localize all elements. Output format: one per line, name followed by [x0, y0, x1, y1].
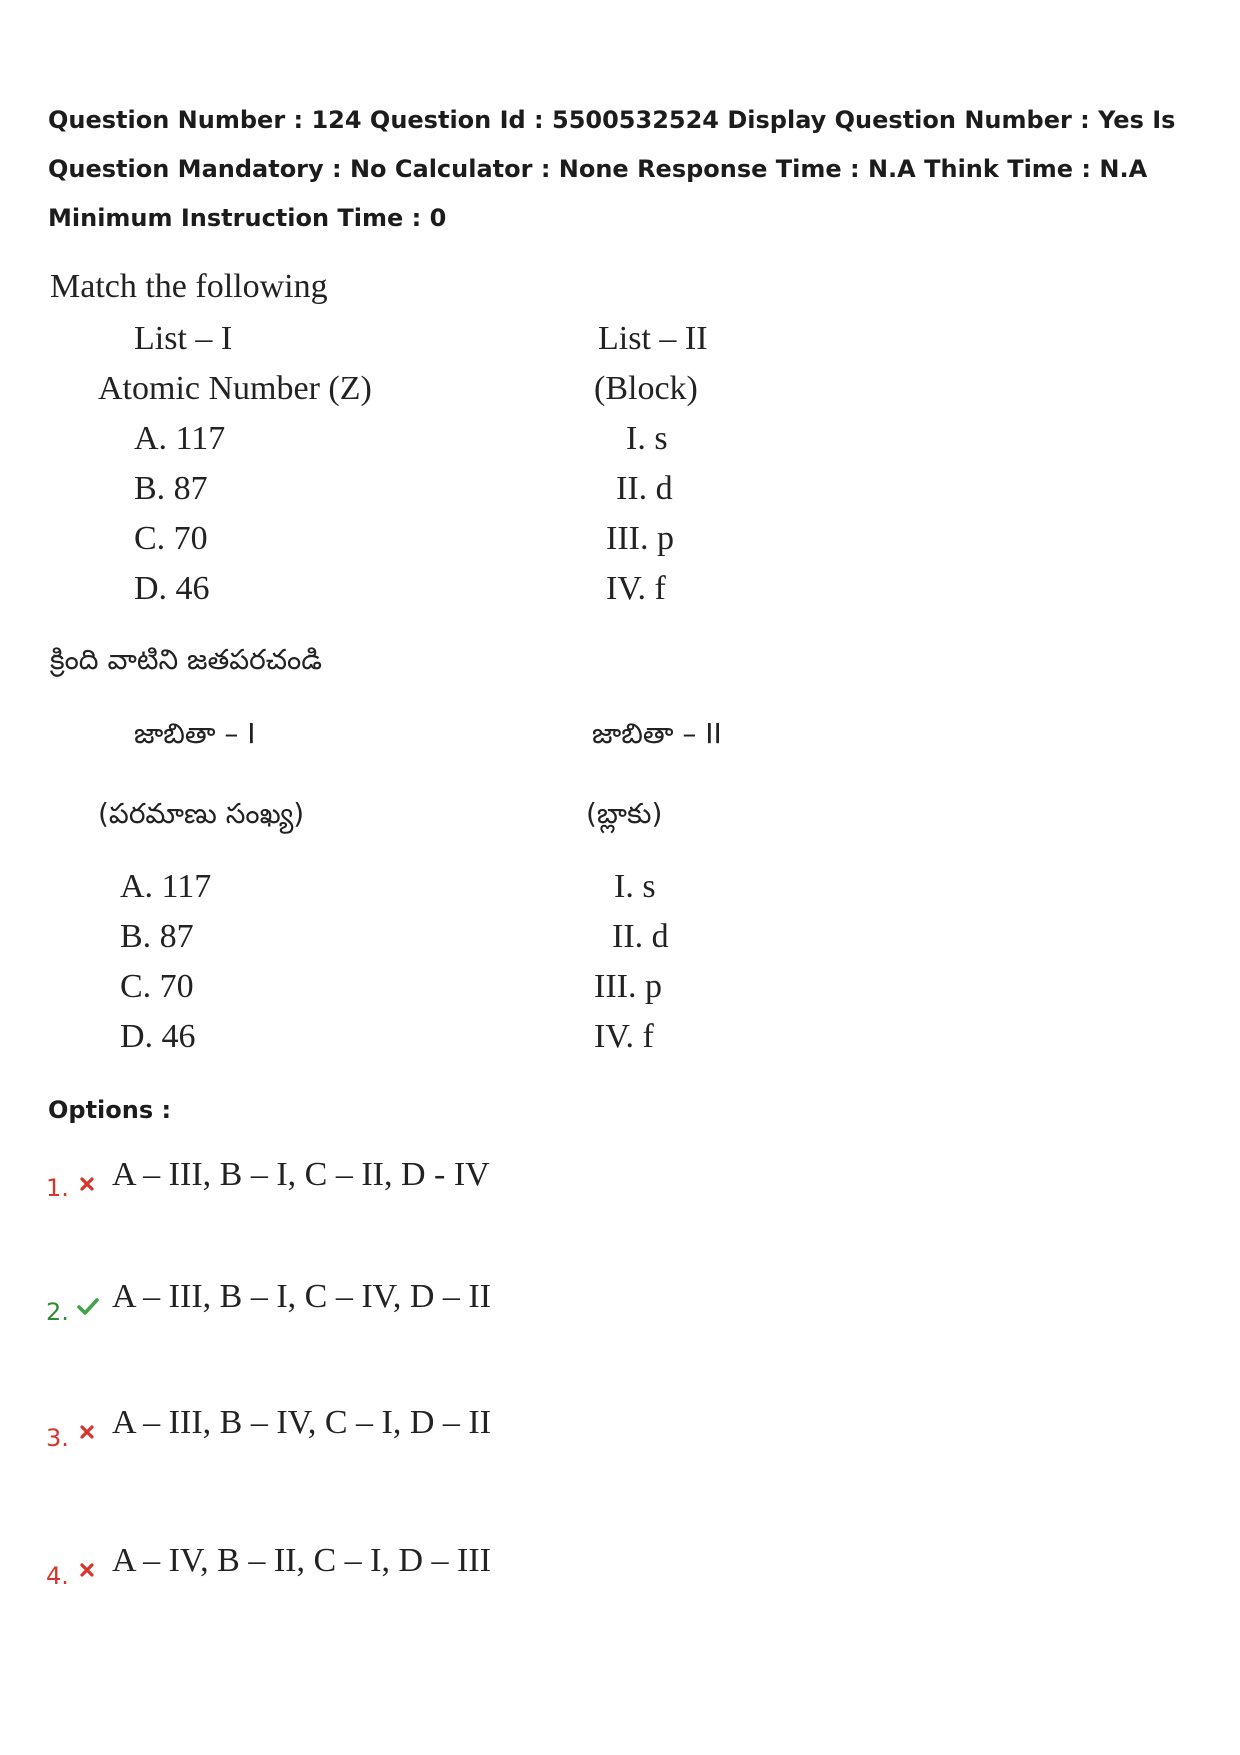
list1-item-b-telugu: B. 87: [120, 918, 194, 955]
options-label: Options :: [48, 1096, 172, 1124]
cross-icon: [78, 1561, 96, 1579]
list2-item-ii-telugu: II. d: [612, 918, 669, 955]
list2-item-i-telugu: I. s: [614, 868, 656, 905]
option-2-number: 2.: [46, 1298, 69, 1326]
list2-item-i: I. s: [626, 420, 668, 457]
list2-subtitle-english: (Block): [594, 370, 698, 407]
list2-title-english: List – II: [598, 320, 708, 357]
list2-title-telugu: జాబితా – II: [592, 717, 722, 750]
option-1-number: 1.: [46, 1174, 69, 1202]
option-1-text[interactable]: A – III, B – I, C – II, D - IV: [112, 1156, 490, 1193]
list2-item-iii: III. p: [606, 520, 674, 557]
list1-item-b: B. 87: [134, 470, 208, 507]
option-3-text[interactable]: A – III, B – IV, C – I, D – II: [112, 1404, 492, 1441]
list2-item-iv: IV. f: [606, 570, 666, 607]
list1-item-d: D. 46: [134, 570, 210, 607]
option-3-number: 3.: [46, 1424, 69, 1452]
list2-item-iii-telugu: III. p: [594, 968, 662, 1005]
list1-subtitle-telugu: (పరమాణు సంఖ్య): [98, 797, 305, 830]
list1-item-a: A. 117: [134, 420, 226, 457]
instruction-english: Match the following: [50, 268, 328, 305]
cross-icon: [78, 1175, 96, 1193]
cross-icon: [78, 1423, 96, 1441]
instruction-telugu: క్రింది వాటిని జతపరచండి: [50, 643, 322, 676]
check-icon: [76, 1296, 100, 1318]
list1-item-d-telugu: D. 46: [120, 1018, 196, 1055]
list1-title-english: List – I: [134, 320, 233, 357]
option-4-text[interactable]: A – IV, B – II, C – I, D – III: [112, 1542, 492, 1579]
list1-item-c-telugu: C. 70: [120, 968, 194, 1005]
list2-item-iv-telugu: IV. f: [594, 1018, 654, 1055]
option-4-number: 4.: [46, 1562, 69, 1590]
list1-item-a-telugu: A. 117: [120, 868, 212, 905]
list2-item-ii: II. d: [616, 470, 673, 507]
list1-item-c: C. 70: [134, 520, 208, 557]
list2-subtitle-telugu: (బ్లాకు): [586, 797, 663, 830]
list1-subtitle-english: Atomic Number (Z): [98, 370, 372, 407]
option-2-text[interactable]: A – III, B – I, C – IV, D – II: [112, 1278, 492, 1315]
question-metadata: Question Number : 124 Question Id : 5500532524 Display Question Number : Yes Is Question Mandatory : No Calculator : None Response Time : N.A Think Time : N.A Minimum Instruction Time : 0: [48, 106, 1176, 232]
list1-title-telugu: జాబితా – I: [134, 717, 256, 750]
